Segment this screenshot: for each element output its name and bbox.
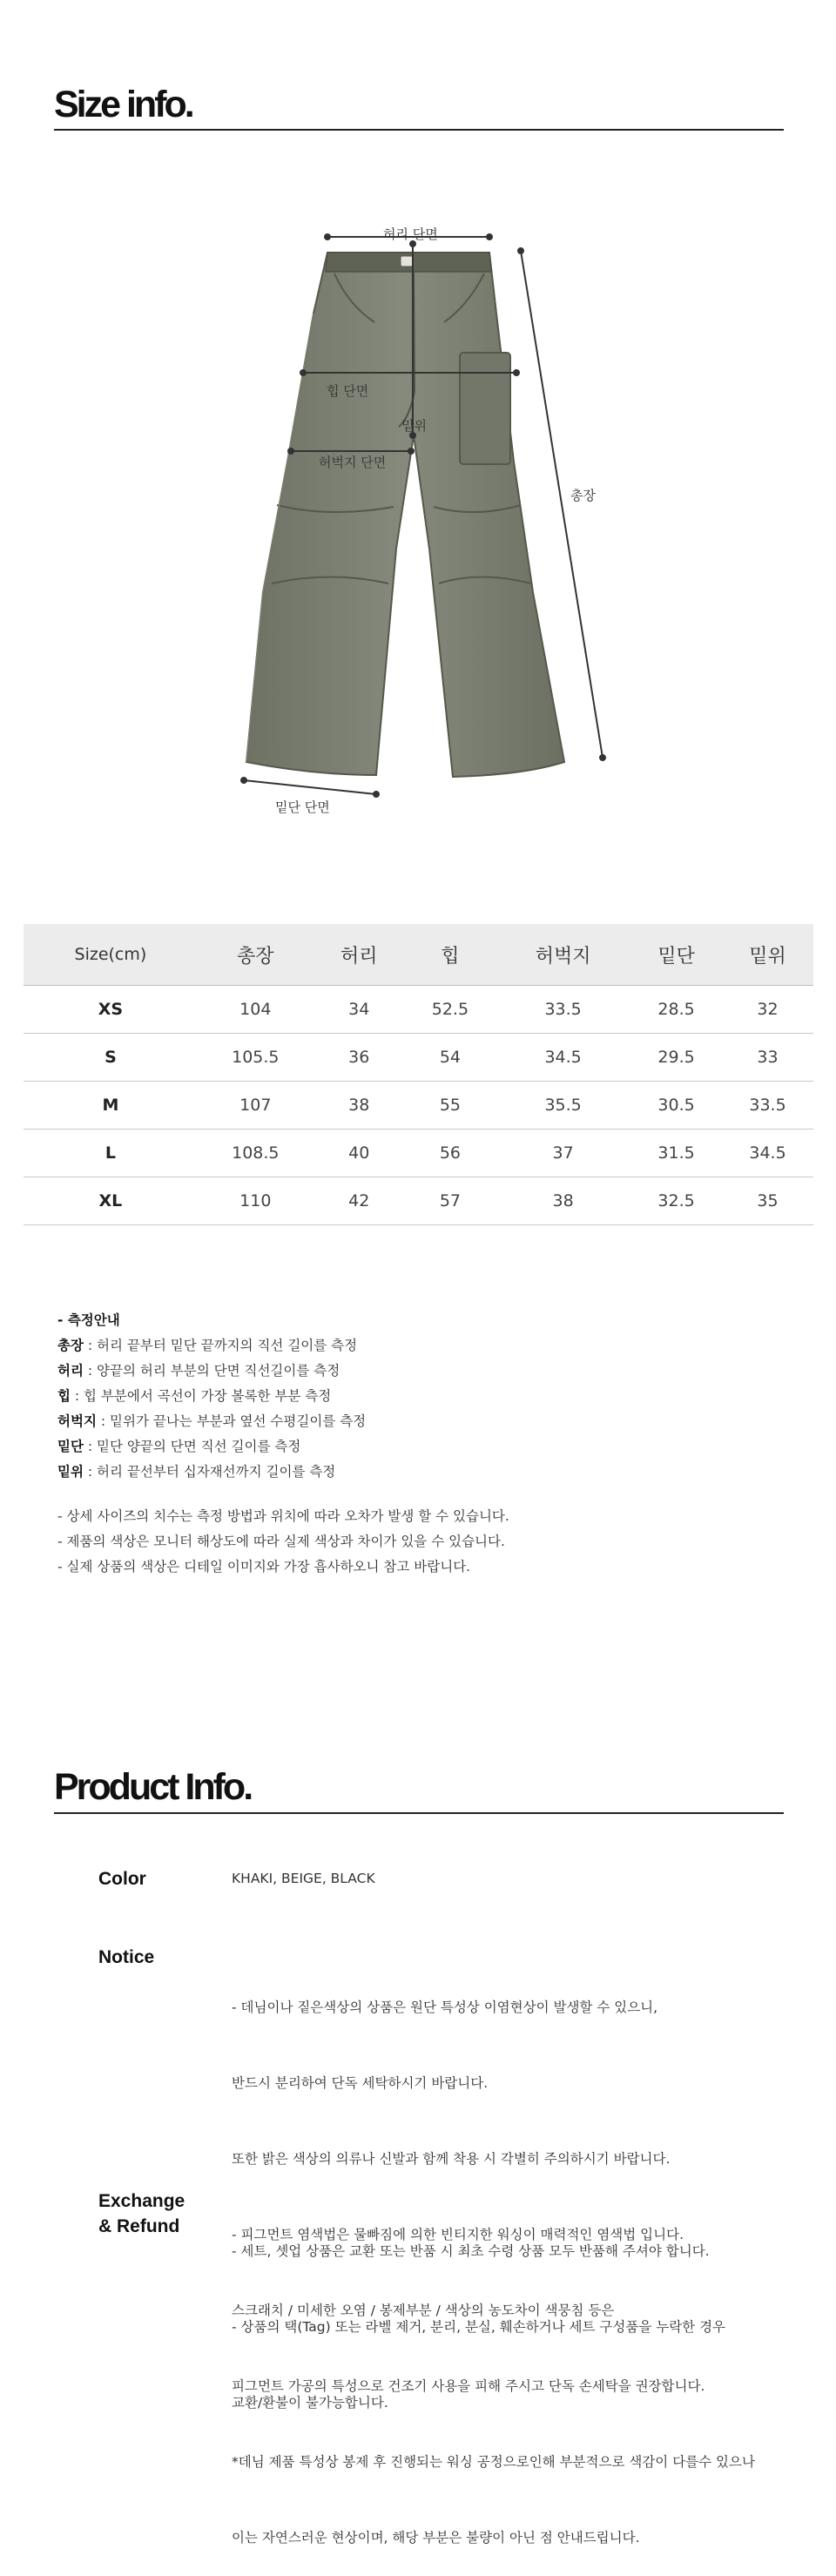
header-rise: 밑위	[722, 924, 813, 986]
header-thigh: 허벅지	[496, 924, 630, 986]
table-cell: 28.5	[630, 986, 722, 1034]
size-info-divider	[54, 129, 784, 131]
table-cell: 30.5	[630, 1082, 722, 1130]
color-label: Color	[98, 1869, 146, 1889]
table-cell: 33	[722, 1034, 813, 1082]
table-cell: 56	[405, 1130, 496, 1177]
table-cell: 104	[198, 986, 314, 1034]
product-info-title: Product Info.	[54, 1766, 252, 1808]
header-hem: 밑단	[630, 924, 722, 986]
table-cell: 42	[314, 1177, 405, 1225]
header-waist: 허리	[314, 924, 405, 986]
table-row	[24, 1177, 813, 1225]
waist-button	[401, 256, 413, 266]
size-table	[24, 924, 813, 1225]
table-row	[24, 1082, 813, 1130]
rise-label: 밑위	[401, 418, 427, 434]
table-cell: 52.5	[405, 986, 496, 1034]
size-info-title: Size info.	[54, 84, 192, 125]
table-cell: 34.5	[496, 1034, 630, 1082]
header-length: 총장	[198, 924, 314, 986]
size-cell: XL	[24, 1177, 198, 1225]
table-cell: 40	[314, 1130, 405, 1177]
note-item: 힙 : 힙 부분에서 곡선이 가장 볼록한 부분 측정	[57, 1388, 332, 1404]
table-cell: 54	[405, 1034, 496, 1082]
cargo-pocket	[460, 353, 510, 464]
waist-label: 허리 단면	[383, 226, 438, 242]
notes-heading: - 측정안내	[57, 1312, 120, 1328]
note-item: 허리 : 양끝의 허리 부분의 단면 직선길이를 측정	[57, 1363, 340, 1379]
table-row	[24, 1034, 813, 1082]
size-cell: S	[24, 1034, 198, 1082]
thigh-label: 허벅지 단면	[319, 455, 387, 470]
note-item: 밑위 : 허리 끝선부터 십자재선까지 길이를 측정	[57, 1464, 336, 1480]
table-cell: 32.5	[630, 1177, 722, 1225]
hem-measure-line	[244, 780, 376, 794]
product-info-divider	[54, 1812, 784, 1814]
table-cell: 31.5	[630, 1130, 722, 1177]
table-cell: 110	[198, 1177, 314, 1225]
length-label: 총장	[570, 488, 596, 503]
table-cell: 108.5	[198, 1130, 314, 1177]
table-cell: 105.5	[198, 1034, 314, 1082]
exchange-text: - 세트, 셋업 상품은 교환 또는 반품 시 최초 수령 상품 모두 반품해 주셔야 합니다. - 상품의 택(Tag) 또는 라벨 제거, 분리, 분실, 훼손하거나 세트 구성품을 누락한 경우 교환/환불이 불가능합니다.	[232, 2243, 726, 2411]
table-cell: 38	[314, 1082, 405, 1130]
table-cell: 35.5	[496, 1082, 630, 1130]
size-diagram	[0, 174, 836, 845]
measure-notes	[57, 1308, 789, 1580]
table-cell: 107	[198, 1082, 314, 1130]
table-row	[24, 986, 813, 1034]
exchange-label: Exchange & Refund	[98, 2191, 185, 2236]
table-row	[24, 1130, 813, 1177]
table-cell: 37	[496, 1130, 630, 1177]
color-value: KHAKI, BEIGE, BLACK	[232, 1871, 375, 1886]
header-size: Size(cm)	[24, 924, 198, 986]
disclaimer: - 실제 상품의 색상은 디테일 이미지와 가장 흡사하오니 참고 바랍니다.	[57, 1559, 471, 1575]
notice-label: Notice	[98, 1947, 155, 1967]
table-cell: 38	[496, 1177, 630, 1225]
table-cell: 55	[405, 1082, 496, 1130]
table-cell: 33.5	[722, 1082, 813, 1130]
table-cell: 57	[405, 1177, 496, 1225]
table-cell: 36	[314, 1034, 405, 1082]
note-item: 밑단 : 밑단 양끝의 단면 직선 길이를 측정	[57, 1439, 301, 1454]
size-cell: XS	[24, 986, 198, 1034]
table-cell: 35	[722, 1177, 813, 1225]
size-cell: M	[24, 1082, 198, 1130]
disclaimer: - 상세 사이즈의 치수는 측정 방법과 위치에 따라 오차가 발생 할 수 있습니다.	[57, 1508, 509, 1524]
hip-label: 힙 단면	[327, 383, 369, 399]
size-table-header	[24, 924, 813, 986]
table-cell: 33.5	[496, 986, 630, 1034]
note-item: 허벅지 : 밑위가 끝나는 부분과 옆선 수평길이를 측정	[57, 1413, 367, 1429]
pants-shape	[246, 253, 564, 777]
table-cell: 29.5	[630, 1034, 722, 1082]
note-item: 총장 : 허리 끝부터 밑단 끝까지의 직선 길이를 측정	[57, 1338, 358, 1353]
table-cell: 34	[314, 986, 405, 1034]
disclaimer: - 제품의 색상은 모니터 해상도에 따라 실제 색상과 차이가 있을 수 있습니다.	[57, 1534, 505, 1549]
table-cell: 32	[722, 986, 813, 1034]
size-cell: L	[24, 1130, 198, 1177]
notice-text: - 데님이나 짙은색상의 상품은 원단 특성상 이염현상이 발생할 수 있으니, 반드시 분리하여 단독 세탁하시기 바랍니다. 또한 밝은 색상의 의류나 신발과 함께 착용 시 각별히 주의하시기 바랍니다. - 피그먼트 염색법은 물빠짐에 의한 빈티지한 워싱이 매력적인 염색법 입니다. 스크래치 / 미세한 오염 / 봉제부분 / 색상의 농도차이 색뭉침 등은 피그먼트 가공의 특성으로 건조기 사용을 피해 주시고 단독 손세탁을 권장합니다. *데님 제품 특성상 봉제 후 진행되는 워싱 공정으로인해 부분적으로 색감이 다를수 있으나 이는 자연스러운 현상이며, 해당 부분은 불량이 아닌 점 안내드립니다.	[232, 1999, 755, 2546]
pants-illustration	[0, 174, 836, 845]
header-hip: 힙	[405, 924, 496, 986]
hem-label: 밑단 단면	[275, 799, 330, 815]
table-cell: 34.5	[722, 1130, 813, 1177]
